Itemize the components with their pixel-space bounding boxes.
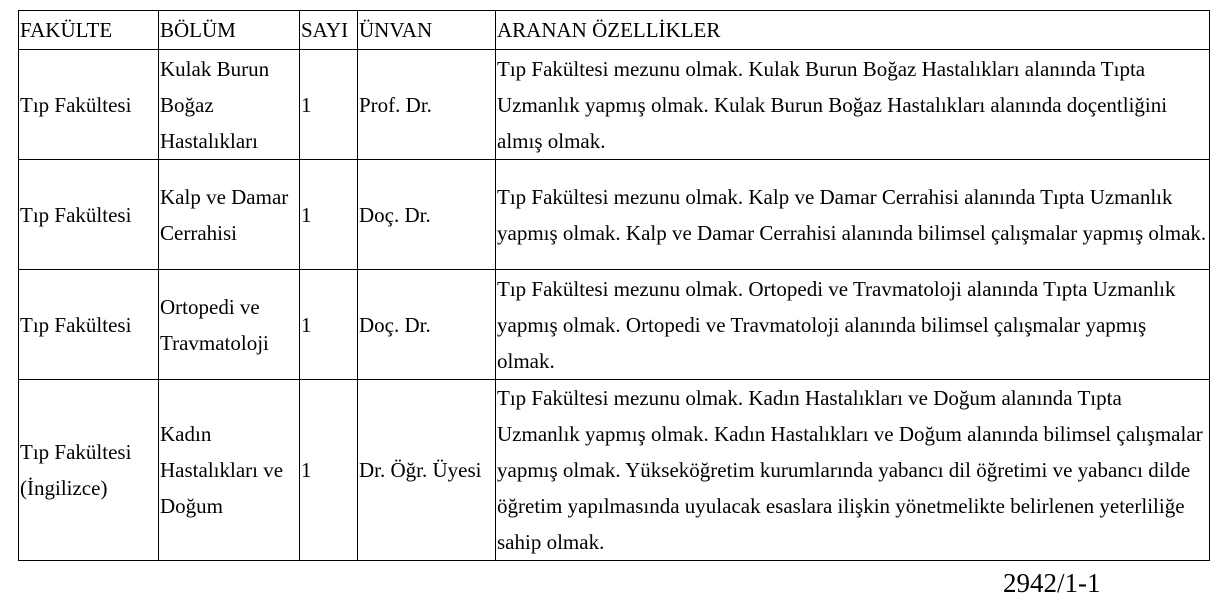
cell-bolum: Kulak Burun Boğaz Hastalıkları — [159, 50, 300, 160]
header-sayi: SAYI — [300, 11, 358, 50]
cell-fakulte: Tıp Fakültesi — [19, 160, 159, 270]
cell-unvan: Doç. Dr. — [358, 160, 496, 270]
header-fakulte: FAKÜLTE — [19, 11, 159, 50]
cell-sayi: 1 — [300, 270, 358, 380]
cell-aranan: Tıp Fakültesi mezunu olmak. Kalp ve Damar Cerrahisi alanında Tıpta Uzmanlık yapmış olmak. Kalp ve Damar Cerrahisi alanında bilimsel çalışmalar yapmış olmak. — [496, 160, 1210, 270]
cell-aranan: Tıp Fakültesi mezunu olmak. Kadın Hastalıkları ve Doğum alanında Tıpta Uzmanlık yapmış olmak. Kadın Hastalıkları ve Doğum alanında bilimsel çalışmalar yapmış olmak. Yükseköğretim kurumlarında yabancı dil öğretimi ve yabancı dilde öğretim yapılmasında uyulacak esaslara ilişkin yönetmelikte belirlenen yeterliliğe sahip olmak. — [496, 380, 1210, 561]
header-aranan: ARANAN ÖZELLİKLER — [496, 11, 1210, 50]
cell-sayi: 1 — [300, 50, 358, 160]
cell-bolum: Kadın Hastalıkları ve Doğum — [159, 380, 300, 561]
table-row — [19, 380, 1210, 561]
document-code: 2942/1-1 — [1003, 568, 1101, 598]
cell-unvan: Prof. Dr. — [358, 50, 496, 160]
table-row — [19, 160, 1210, 270]
table-row — [19, 50, 1210, 160]
cell-fakulte: Tıp Fakültesi (İngilizce) — [19, 380, 159, 561]
table-row — [19, 270, 1210, 380]
position-table — [18, 10, 1210, 561]
header-bolum: BÖLÜM — [159, 11, 300, 50]
cell-aranan: Tıp Fakültesi mezunu olmak. Kulak Burun Boğaz Hastalıkları alanında Tıpta Uzmanlık yapmış olmak. Kulak Burun Boğaz Hastalıkları alanında doçentliğini almış olmak. — [496, 50, 1210, 160]
cell-sayi: 1 — [300, 380, 358, 561]
cell-bolum: Kalp ve Damar Cerrahisi — [159, 160, 300, 270]
cell-fakulte: Tıp Fakültesi — [19, 270, 159, 380]
cell-fakulte: Tıp Fakültesi — [19, 50, 159, 160]
header-unvan: ÜNVAN — [358, 11, 496, 50]
cell-aranan: Tıp Fakültesi mezunu olmak. Ortopedi ve Travmatoloji alanında Tıpta Uzmanlık yapmış olmak. Ortopedi ve Travmatoloji alanında bilimsel çalışmalar yapmış olmak. — [496, 270, 1210, 380]
cell-unvan: Doç. Dr. — [358, 270, 496, 380]
cell-bolum: Ortopedi ve Travmatoloji — [159, 270, 300, 380]
cell-sayi: 1 — [300, 160, 358, 270]
table-header-row — [19, 11, 1210, 50]
cell-unvan: Dr. Öğr. Üyesi — [358, 380, 496, 561]
